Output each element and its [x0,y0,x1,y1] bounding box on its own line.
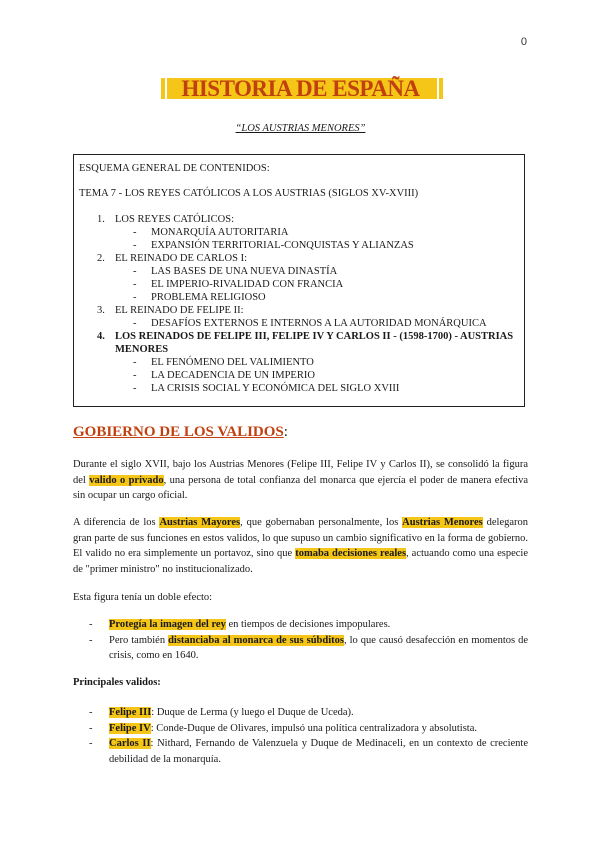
item-label: LOS REINADOS DE FELIPE III, FELIPE IV Y CARLOS II - (1598-1700) - AUSTRIAS MENORES [115,331,514,355]
scheme-item-current [74,330,514,395]
item-number: 3. [97,305,105,316]
item-label: EL REINADO DE FELIPE II: [115,305,244,316]
page-title: HISTORIA DE ESPAÑA [181,76,420,101]
page-subtitle: “LOS AUSTRIAS MENORES” [235,123,366,134]
scheme-heading: ESQUEMA GENERAL DE CONTENIDOS: [79,163,270,174]
list-item: - Protegía la imagen del rey en tiempos de decisiones impopulares. [73,617,528,633]
sub-item: - LA CRISIS SOCIAL Y ECONÓMICA DEL SIGLO XVIII [115,382,514,395]
title-banner [73,75,528,102]
sub-item: - LAS BASES DE UNA NUEVA DINASTÍA [115,265,514,278]
item-number: 2. [97,253,105,264]
sub-item: - LA DECADENCIA DE UN IMPERIO [115,369,514,382]
list-item: - Felipe IV: Conde-Duque de Olivares, impulsó una política centralizadora y absolutista. [73,721,528,737]
tema-heading: TEMA 7 - LOS REYES CATÓLICOS A LOS AUSTRIAS (SIGLOS XV-XVIII) [79,188,419,199]
scheme-box [73,154,525,407]
sub-item: - EXPANSIÓN TERRITORIAL-CONQUISTAS Y ALIANZAS [115,239,514,252]
page-number: 0 [520,36,527,48]
item-label: EL REINADO DE CARLOS I: [115,253,248,264]
paragraph-1: Durante el siglo XVII, bajo los Austrias Menores (Felipe III, Felipe IV y Carlos II), se consolidó la figura del valido o privado, una persona de total confianza del monarca que ejercía el poder de manera efectiva sin ocupar un cargo oficial. [73,459,529,501]
sub-item: - PROBLEMA RELIGIOSO [115,291,514,304]
sub-item: - EL IMPERIO-RIVALIDAD CON FRANCIA [115,278,514,291]
item-number: 4. [97,331,105,342]
paragraph-2: A diferencia de los Austrias Mayores, que gobernaban personalmente, los Austrias Menores delegaron gran parte de sus funciones en estos validos, lo que supuso un cambio significativo en la forma de gobierno. El valido no era simplemente un portavoz, sino que tomaba decisiones reales, actuando como una especie de "primer ministro" no institucionalizado. [73,517,529,575]
item-label: LOS REYES CATÓLICOS: [115,214,235,225]
sub-item: - EL FENÓMENO DEL VALIMIENTO [115,356,514,369]
sub-item: - DESAFÍOS EXTERNOS E INTERNOS A LA AUTORIDAD MONÁRQUICA [115,317,514,330]
paragraph-3: Esta figura tenía un doble efecto: [73,592,213,603]
effects-list [73,617,528,664]
validos-heading: Principales validos: [73,677,161,688]
list-item: - Pero también distanciaba al monarca de sus súbditos, lo que causó desafección en momentos de crisis, como en 1640. [73,633,528,664]
list-item: - Carlos II: Nithard, Fernando de Valenzuela y Duque de Medinaceli, en un contexto de creciente debilidad de la monarquía. [73,736,528,767]
validos-list [73,705,528,767]
list-item: - Felipe III: Duque de Lerma (y luego el Duque de Uceda). [73,705,528,721]
scheme-list [74,213,514,395]
scheme-item [74,304,514,330]
scheme-item [74,213,514,252]
item-number: 1. [97,214,105,225]
scheme-item [74,252,514,304]
section-heading: GOBIERNO DE LOS VALIDOS: [73,424,288,440]
sub-item: - MONARQUÍA AUTORITARIA [115,226,514,239]
